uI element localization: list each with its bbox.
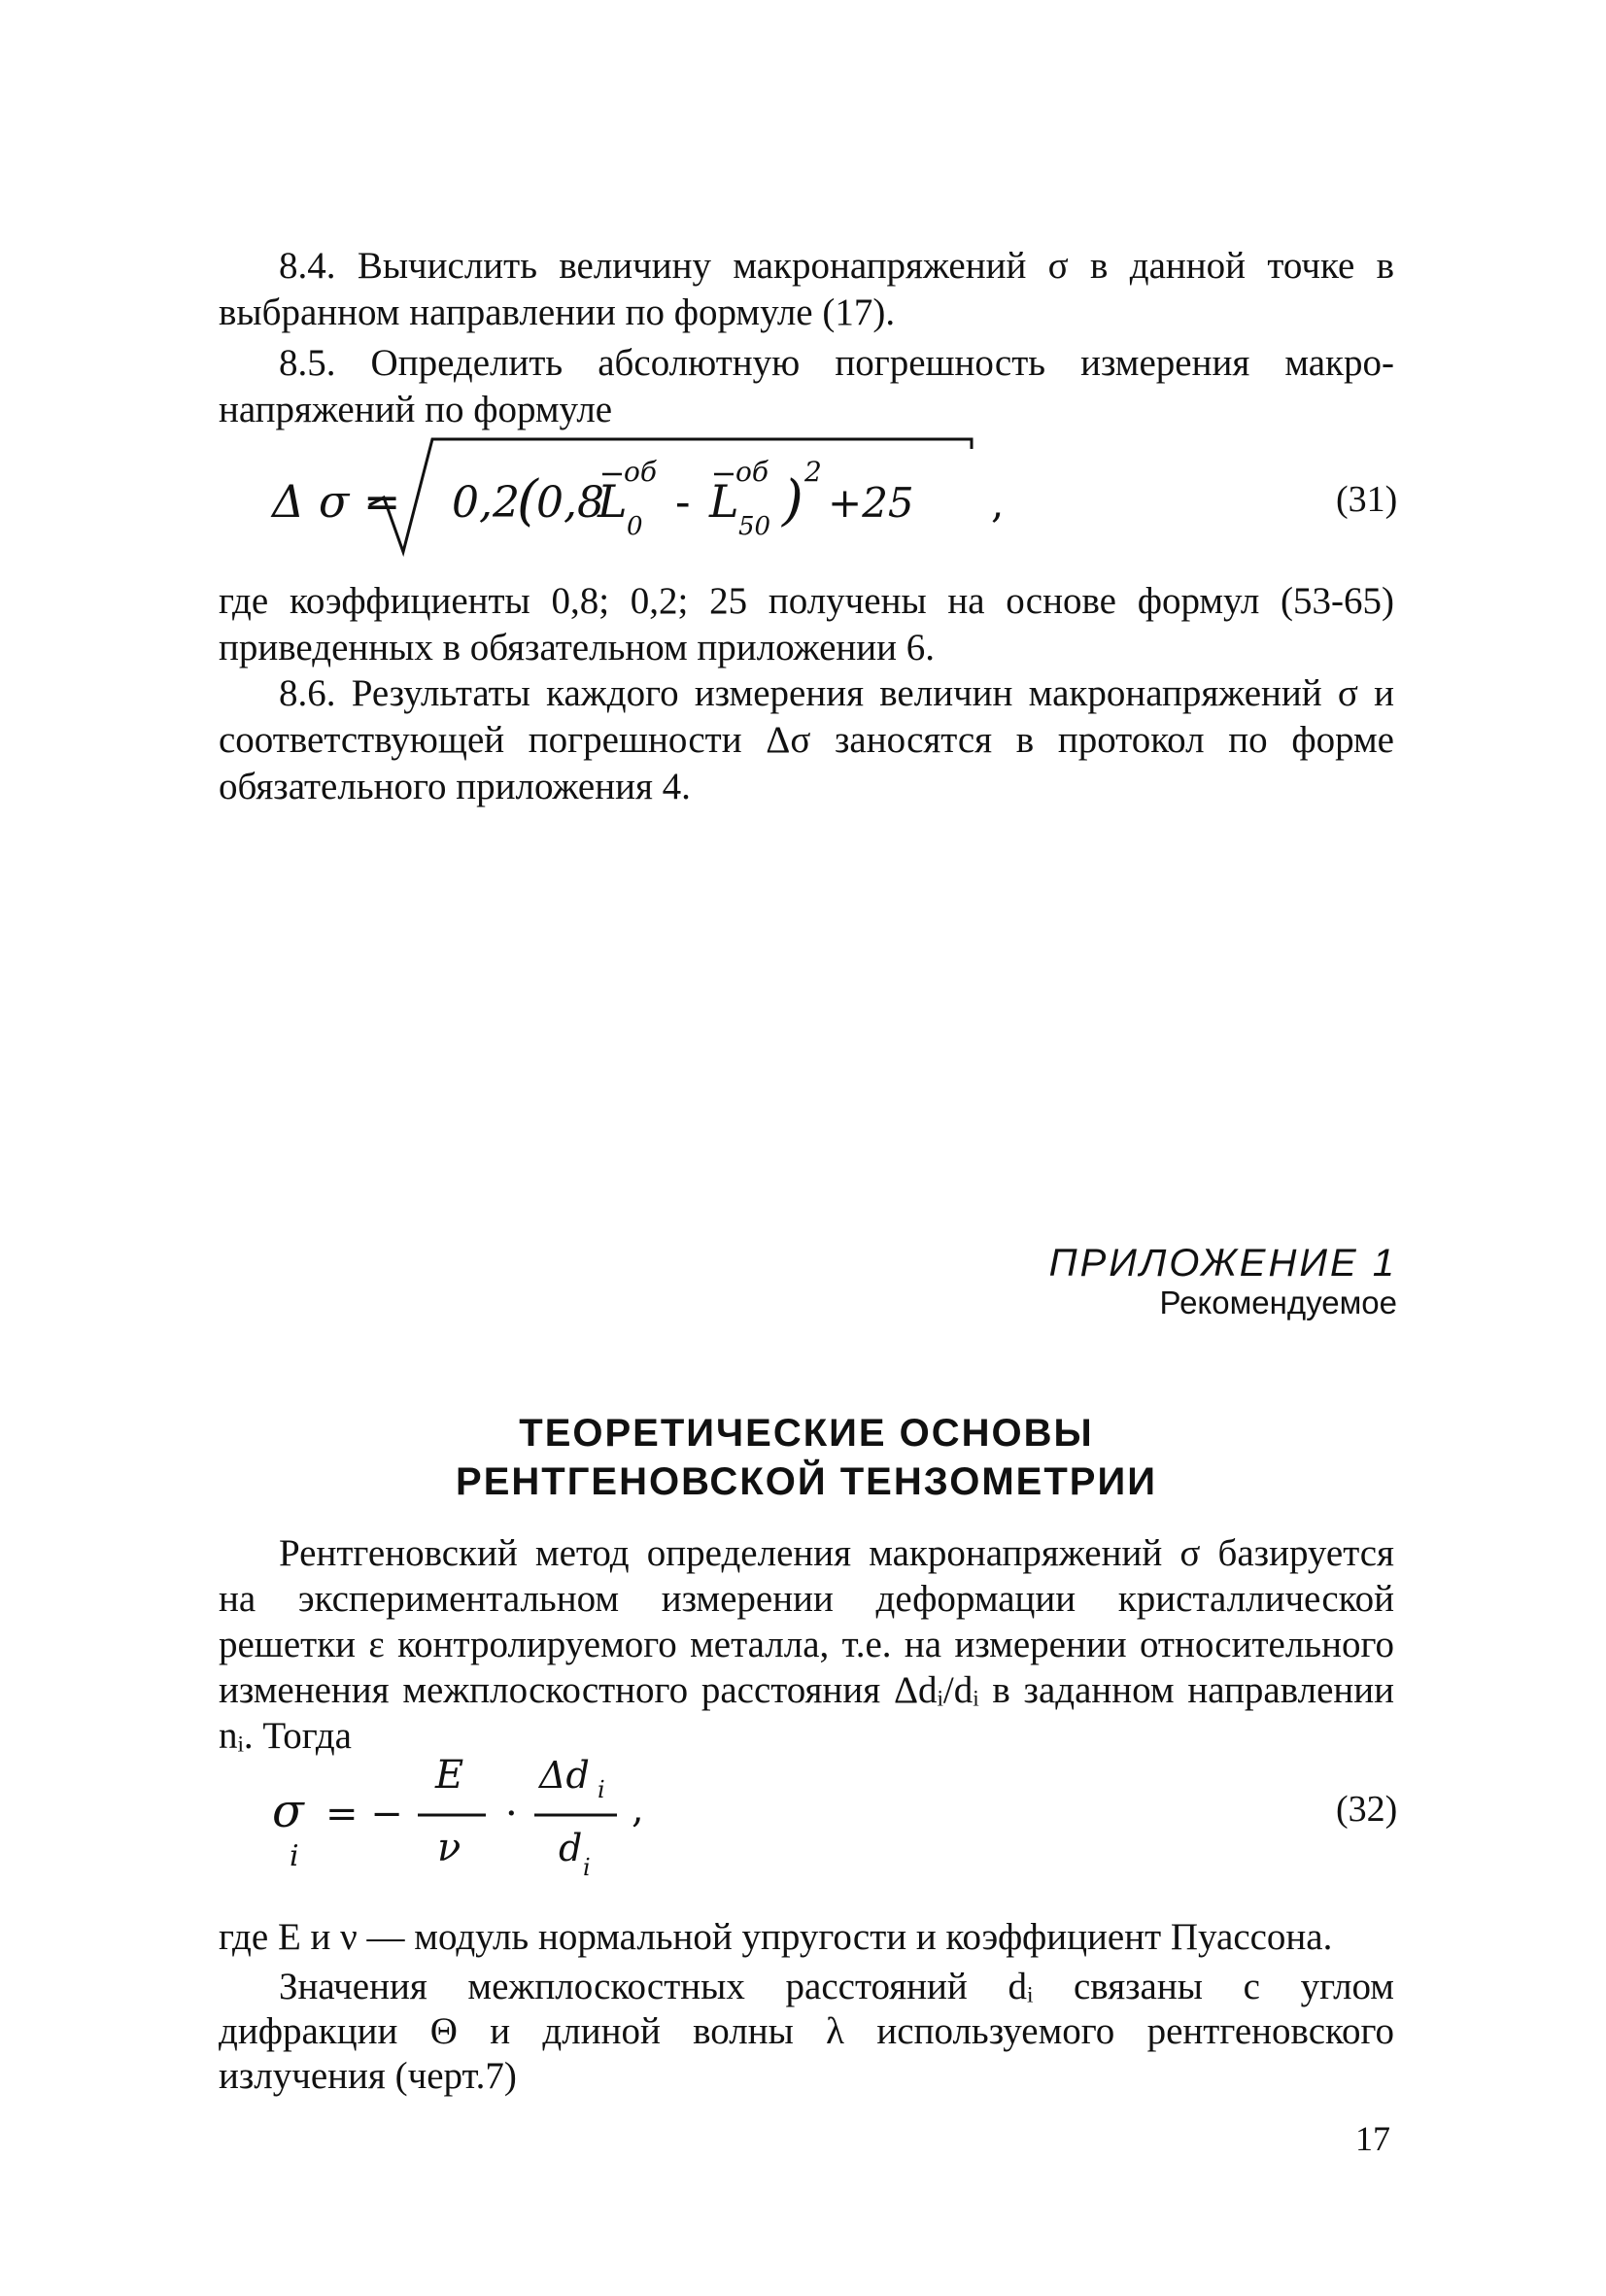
- formula-31-minus: -: [675, 475, 691, 528]
- formula-31-sub50: 50: [738, 512, 771, 541]
- formula-31: [262, 428, 1040, 564]
- paragraph-8-4: 8.4. Вычислить величину макронапряжений σ в данной точке в выбранном направлении по формуле (17).: [219, 245, 1394, 333]
- formula-32-comma: ,: [632, 1787, 644, 1832]
- formula-31-coef2: 0,8: [536, 478, 604, 528]
- paragraph-coefficients: где коэффициенты 0,8; 0,2; 25 получены на основе формул (53-65) приведенных в обязательном приложении 6.: [219, 580, 1394, 668]
- equation-number-32: (32): [1336, 1789, 1398, 1830]
- formula-31-comma: ,: [991, 479, 1005, 527]
- paren-open-outer: (: [517, 469, 538, 532]
- formula-32-d-sub: i: [583, 1854, 591, 1881]
- formula-31-L50-sup: об: [735, 456, 769, 488]
- appendix-subtitle: Рекомендуемое: [1159, 1285, 1397, 1320]
- page-number: 17: [1355, 2119, 1390, 2158]
- paragraph-e-nu: где E и ν — модуль нормальной упругости и коэффициент Пуассона.: [219, 1916, 1333, 1958]
- formula-31-lhs: Δ σ =: [272, 475, 401, 528]
- formula-32-nu: ν: [437, 1826, 461, 1870]
- appendix-title: ПРИЛОЖЕНИЕ 1: [1048, 1242, 1397, 1285]
- formula-31-L0-bar-sup: об: [624, 456, 657, 488]
- formula-32-delta-d-sub: i: [598, 1776, 605, 1803]
- formula-32-dot: ·: [505, 1792, 518, 1836]
- formula-31-exp: 2: [804, 456, 822, 488]
- section-title-line-2: РЕНТГЕНОВСКОЙ ТЕНЗОМЕТРИИ: [456, 1460, 1157, 1503]
- paragraph-method: Рентгеновский метод определения макронапряжений σ базируется на экспериментальном измерении деформации кристаллической решетки ε контролируемого металла, т.е. на измерении относительного изменения межплоскостного расстояния Δdᵢ/dᵢ в заданном направлении nᵢ. Тогда: [219, 1532, 1394, 1757]
- formula-31-coef1: 0,2: [452, 478, 520, 528]
- formula-31-L50: L: [709, 475, 739, 528]
- formula-32-delta-d: Δd: [539, 1754, 590, 1797]
- formula-32-sigma: σ: [272, 1784, 304, 1838]
- formula-31-plus: +25: [828, 479, 914, 527]
- formula-31-sub0: 0: [627, 512, 643, 541]
- formula-32-E: E: [435, 1753, 464, 1798]
- equation-number-31: (31): [1336, 479, 1398, 520]
- paren-close-outer: ): [782, 469, 803, 532]
- paragraph-interplanar: Значения межплоскостных расстояний dᵢ связаны с углом дифракции Θ и длиной волны λ используемого рентгеновского излучения (черт.7): [219, 1966, 1394, 2097]
- formula-32-sigma-sub: i: [290, 1839, 299, 1873]
- formula-32: [262, 1744, 729, 1909]
- section-title: [219, 1409, 1394, 1506]
- section-title-line-1: ТЕОРЕТИЧЕСКИЕ ОСНОВЫ: [519, 1412, 1094, 1455]
- paragraph-8-5: 8.5. Определить абсолютную погрешность измерения макро- напряжений по формуле: [219, 342, 1394, 430]
- paragraph-8-6: 8.6. Результаты каждого измерения величин макронапряжений σ и соответствующей погрешности Δσ заносятся в протокол по форме обязательного приложения 4.: [219, 672, 1394, 807]
- formula-32-eq: = −: [325, 1792, 403, 1836]
- formula-32-d: d: [559, 1827, 583, 1869]
- formula-31-L0: L: [598, 475, 628, 528]
